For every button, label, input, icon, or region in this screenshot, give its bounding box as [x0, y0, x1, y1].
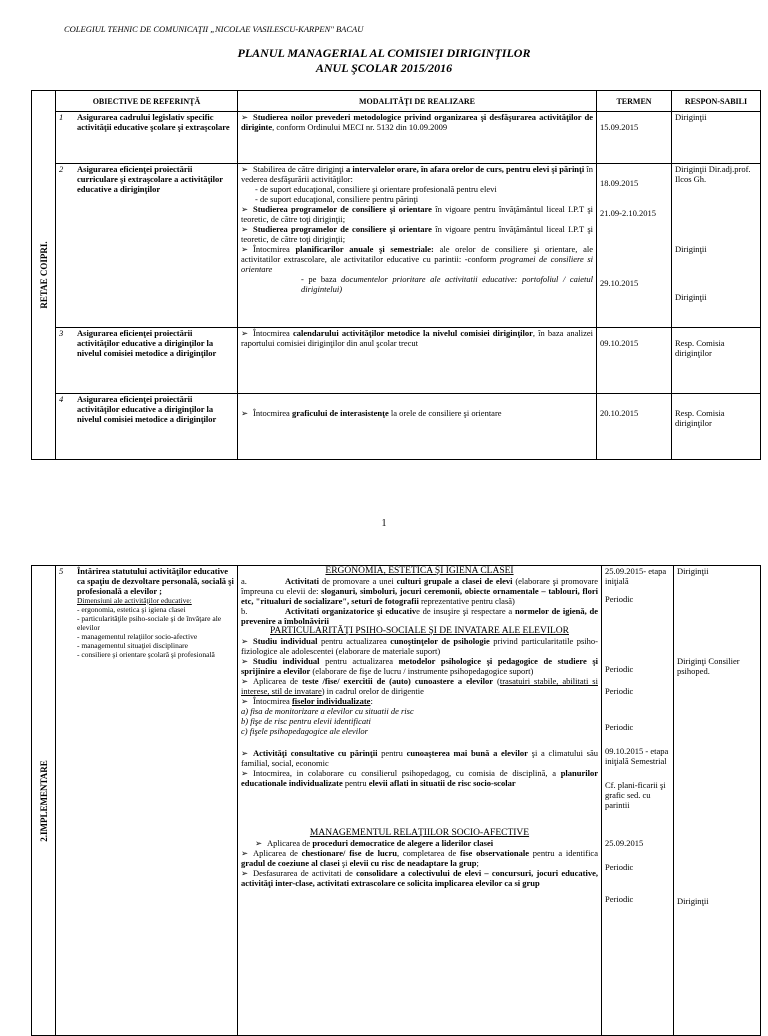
arrow-bullet-icon: ➢: [255, 838, 263, 848]
term-cell: 09.10.2015: [597, 328, 672, 394]
page-2: [0, 565, 768, 1024]
table-row: [32, 566, 761, 1036]
section-title-relations: MANAGEMENTUL RELAŢIILOR SOCIO-AFECTIVE: [309, 828, 530, 838]
document-title: PLANUL MANAGERIAL AL COMISIEI DIRIGINŢILOR: [237, 46, 531, 60]
term-cell: 15.09.2015: [597, 112, 672, 164]
table-row: [32, 164, 761, 328]
objective-cell: 3 Asigurarea eficienţei proiectării activităţilor educative a diriginţilor la nivelul comisiei metodice a diriginţilor: [56, 328, 238, 394]
resp-cell: Resp. Comisia diriginţilor: [672, 328, 761, 394]
arrow-bullet-icon: ➢: [241, 748, 249, 758]
arrow-bullet-icon: ➢: [241, 204, 249, 214]
resp-cell: Resp. Comisia diriginţilor: [672, 394, 761, 460]
term-cell: 18.09.2015 21.09-2.10.2015 29.10.2015: [597, 164, 672, 328]
arrow-bullet-icon: ➢: [241, 636, 249, 646]
col-header-resp: RESPON-SABILI: [672, 91, 761, 112]
arrow-bullet-icon: ➢: [241, 868, 249, 878]
table-row: [32, 394, 761, 460]
dimension-item: - managementul relaţiilor socio-afective: [77, 632, 198, 641]
plan-table-1: [31, 90, 761, 460]
arrow-bullet-icon: ➢: [241, 408, 249, 418]
arrow-bullet-icon: ➢: [241, 768, 249, 778]
col-header-methods: MODALITĂŢI DE REALIZARE: [238, 91, 597, 112]
col-header-term: TERMEN: [597, 91, 672, 112]
section-title-psycho: PARTICULARITĂŢI PSIHO-SOCIALE ŞI DE INVATARE ALE ELEVILOR: [270, 626, 569, 636]
arrow-bullet-icon: ➢: [241, 112, 249, 122]
resp-cell: Diriginţii Dir.adj.prof. Ilcos Gh. Diriginţii Diriginţii: [672, 164, 761, 328]
method-cell: ➢ Studierea noilor prevederi metodologice privind organizarea şi desfăşurarea activităţilor de diriginte, conform Ordinului MECI nr. 5132 din 10.09.2009: [238, 112, 597, 164]
objective-cell: 2 Asigurarea eficienţei proiectării curriculare şi extraşcolare a activităţilor educative a diriginţilor: [56, 164, 238, 328]
arrow-bullet-icon: ➢: [241, 224, 249, 234]
dimension-item: - managementul situaţiei disciplinare: [77, 641, 189, 650]
resp-cell: Diriginţii Diriginţi Consilier psihoped. Diriginţii: [674, 566, 761, 1036]
plan-table-2: [31, 565, 761, 1036]
objective-cell: 4 Asigurarea eficienţei proiectării activităţilor educative a diriginţilor la nivelul comisiei metodice a diriginţilor: [56, 394, 238, 460]
method-cell: ERGONOMIA, ESTETICA ŞI IGIENA CLASEI a. Activitati de promovare a unei culturi grupale a clasei de elevi (elaborare şi promovare împreuna cu elevii de: sloganuri, simboluri, jocuri ceremonii, obiecte ornamentale – tablouri, flori etc, "ritualuri de socializare", seturi de fotografii reprezentative pentru clasă) b. Activitati organizatorice şi educative de insuşire şi respectare a normelor de igienă, de prevenire a îmbolnăvirii PARTICULARITĂŢI PSIHO-SOCIALE ŞI DE INVATARE ALE ELEVILOR ➢ Studiu individual pentru actualizarea cunoştinţelor de psihologie privind particularitatile psiho-fiziologice ale adolescentei (elaborare de materiale suport) ➢ Studiu individual pentru actualizarea metodelor psihologice şi pedagogice de studiere şi sprijinire a elevilor (elaborare de fişe de lucru / instrumente psihopedagogice suport) ➢ Aplicarea de teste /fise/ exercitii de (auto) cunoastere a elevilor (trasatuiri stabile, abilitati si interese, stil de invatare) in cadrul orelor de dirigentie ➢ Întocmirea fiselor individualizate: a) fisa de monitorizare a elevilor cu situatii de risc b) fişe de risc pentru elevii identificati c) fişele psihopedagogice ale elevilor ➢ Activităţi consultative cu părinţii pentru cunoaşterea mai bună a elevilor şi a climatului său familial, social, economic ➢ Intocmirea, in colaborare cu consilierul psihopedagog, cu comisia de disciplină, a planurilor educationale individualizate pentru elevii aflati in situatii de risc socio-scolar MANAGEMENTUL RELAŢIILOR SOCIO-AFECTIVE ➢ Aplicarea de proceduri democratice de alegere a liderilor clasei ➢ Aplicarea de chestionare/ fise de lucru, completarea de fise observationale pentru a identifica gradul de coeziune al clasei şi elevii cu risc de neadaptare la grup; ➢ Desfasurarea de activitati de consolidare a colectivului de elevi – concursuri, jocuri educative, activităţi inter-clase, activitati extrascolare ce solicita implicarea elevilor ca si grup: [238, 566, 602, 1036]
arrow-bullet-icon: ➢: [241, 244, 249, 254]
dimension-item: - consiliere şi orientare şcolară şi profesională: [77, 650, 215, 659]
dimension-item: - ergonomia, estetica şi igiena clasei: [77, 605, 186, 614]
phase-cell: 2.IMPLEMENTARE: [32, 566, 56, 1036]
arrow-bullet-icon: ➢: [241, 328, 249, 338]
school-name: COLEGIUL TEHNIC DE COMUNICAŢII „NICOLAE VASILESCU-KARPEN" BACAU: [64, 24, 364, 34]
method-cell: ➢ Întocmirea graficului de interasistenţe la orele de consiliere şi orientare: [238, 394, 597, 460]
section-title-ergonomics: ERGONOMIA, ESTETICA ŞI IGIENA CLASEI: [325, 566, 514, 576]
table-row: [32, 328, 761, 394]
resp-cell: Diriginţii: [672, 112, 761, 164]
table-row: [32, 112, 761, 164]
term-cell: 25.09.2015- etapa iniţială Periodic Periodic Periodic Periodic 09.10.2015 - etapa iniţială Semestrial Cf. plani-ficarii şi grafic sed. cu parintii 25.09.2015 Periodic Periodic: [602, 566, 674, 1036]
arrow-bullet-icon: ➢: [241, 676, 249, 686]
method-cell: ➢ Stabilirea de către diriginţi a intervalelor orare, în afara orelor de curs, pentru elevi şi părinţi în vederea desfăşurării activităţilor: - de suport educaţional, consiliere şi orientare profesională pentru elevi - de suport educaţional, consiliere pentru părinţi ➢ Studierea programelor de consiliere şi orientare în vigoare pentru învăţământul liceal I.P.T şi teoretic, de către toţi diriginţii; ➢ Studierea programelor de consiliere şi orientare în vigoare pentru învăţământul liceal I.P.T şi teoretic, de către toţi diriginţii; ➢ Întocmirea planificarilor anuale şi semestriale: ale orelor de consiliere şi orientare, ale activitatilor extrascolare, ale activitatilor educative cu parintii: -conform programei de consiliere si orientare - pe baza documentelor prioritare ale activitatii educative: portofoliul / caietul dirigintelui): [238, 164, 597, 328]
method-cell: ➢ Întocmirea calendarului activităţilor metodice la nivelul comisiei diriginţilor, în baza analizei raportului comisiei diriginţilor din anul şcolar trecut: [238, 328, 597, 394]
term-cell: 20.10.2015: [597, 394, 672, 460]
page-1: [0, 0, 768, 470]
table-header-row: [32, 91, 761, 112]
dimensions-title: Dimensiuni ale activităţilor educative:: [77, 596, 192, 605]
phase-cell: RETAE COIPRI.: [32, 91, 56, 460]
col-header-objectives: OBIECTIVE DE REFERINŢĂ: [56, 91, 238, 112]
objective-cell: 5 Întărirea statutului activităţilor educative ca spaţiu de dezvoltare personală, socială şi profesională a elevilor ; Dimensiuni ale activităţilor educative: - ergonomia, estetica şi igiena clasei - particularităţile psiho-sociale şi de învăţare ale elevilor - managementul relaţiilor socio-afective - managementul situaţiei disciplinare - consiliere şi orientare şcolară şi profesională: [56, 566, 238, 1036]
objective-cell: 1 Asigurarea cadrului legislativ specific activităţii educative şcolare şi extraşcolare: [56, 112, 238, 164]
page-number: 1: [381, 518, 387, 529]
arrow-bullet-icon: ➢: [241, 656, 249, 666]
school-year: ANUL ŞCOLAR 2015/2016: [315, 61, 453, 75]
arrow-bullet-icon: ➢: [241, 164, 249, 174]
arrow-bullet-icon: ➢: [241, 848, 249, 858]
arrow-bullet-icon: ➢: [241, 696, 249, 706]
dimension-item: - particularităţile psiho-sociale şi de învăţare ale elevilor: [77, 614, 222, 632]
